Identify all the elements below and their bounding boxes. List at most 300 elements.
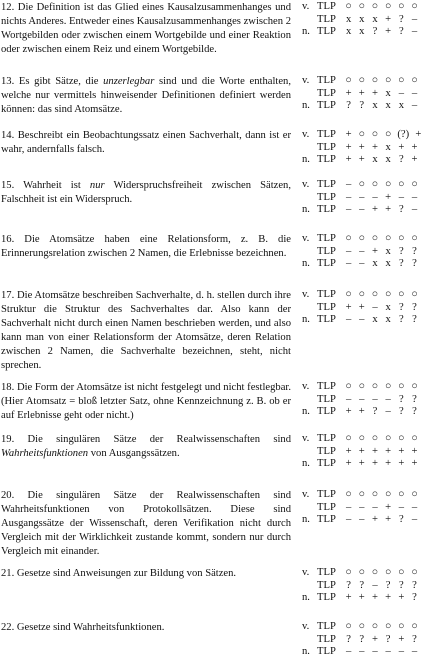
- text-segment: 21. Gesetze sind Anweisungen zur Bildung von Sätzen.: [1, 568, 237, 579]
- mark-symbol: ○: [371, 75, 379, 86]
- evaluation-marks: [302, 433, 435, 471]
- emphasized-text: Wahrheitsfunktionen: [1, 448, 89, 459]
- entry-text: [1, 179, 291, 207]
- mark-line: [302, 592, 435, 605]
- mark-symbol: x: [359, 26, 365, 37]
- line-prefix: v.: [302, 489, 310, 500]
- mark-line: [302, 502, 435, 515]
- line-prefix: v.: [302, 381, 310, 392]
- line-prefix: n.: [302, 204, 310, 215]
- mark-symbol: –: [345, 191, 352, 203]
- mark-symbol: +: [345, 301, 352, 313]
- mark-symbol: +: [358, 458, 365, 469]
- mark-symbol: ○: [398, 1, 405, 12]
- mark-symbol: ○: [398, 233, 405, 244]
- mark-symbol: ○: [398, 179, 405, 190]
- mark-symbol: ○: [358, 1, 365, 12]
- mark-symbol: –: [359, 646, 365, 657]
- mark-symbol: –: [385, 646, 391, 657]
- mark-symbol: ?: [412, 245, 417, 257]
- mark-symbol: ○: [411, 433, 418, 444]
- mark-symbol: +: [371, 87, 378, 99]
- mark-symbol: +: [385, 501, 392, 513]
- mark-symbol: ○: [398, 381, 405, 392]
- mark-symbol: x: [372, 314, 378, 325]
- entry-text: [1, 289, 291, 373]
- mark-symbol: ○: [345, 433, 352, 444]
- tlp-label: TLP: [317, 26, 336, 37]
- mark-symbol: –: [359, 501, 365, 513]
- mark-symbol: +: [371, 445, 378, 457]
- tlp-label: TLP: [317, 233, 336, 244]
- mark-line: [302, 142, 435, 155]
- mark-symbol: ○: [411, 381, 418, 392]
- tlp-label: TLP: [317, 314, 336, 325]
- mark-symbol: –: [372, 646, 378, 657]
- mark-line: [302, 75, 435, 88]
- mark-symbol: x: [372, 13, 378, 25]
- mark-symbol: +: [398, 592, 405, 603]
- mark-symbol: ○: [345, 489, 352, 500]
- line-prefix: n.: [302, 592, 310, 603]
- mark-symbol: +: [385, 204, 392, 215]
- mark-symbol: +: [345, 87, 352, 99]
- mark-symbol: ○: [398, 567, 405, 578]
- mark-symbol: –: [398, 87, 404, 99]
- evaluation-marks: [302, 179, 435, 217]
- tlp-label: TLP: [317, 633, 336, 645]
- mark-line: [302, 154, 435, 167]
- text-segment: 16. Die Atomsätze haben eine Relationsform, z. B. die Erinnerungsrelation zwischen 2 Namen, die Erlebnisse bezeichnen.: [1, 234, 291, 259]
- mark-symbol: ○: [358, 75, 365, 86]
- mark-symbol: ○: [371, 621, 379, 632]
- mark-symbol: ○: [358, 381, 365, 392]
- tlp-label: TLP: [317, 393, 336, 405]
- mark-symbol: –: [411, 514, 418, 525]
- line-prefix: v.: [302, 289, 310, 300]
- mark-symbol: ○: [371, 129, 379, 140]
- text-segment: Widerspruchsfreiheit zwischen Sätzen, Falschheit ist ein Widerspruch.: [1, 180, 291, 205]
- mark-symbol: –: [345, 646, 352, 657]
- mark-symbol: ?: [398, 154, 404, 165]
- mark-symbol: ○: [411, 1, 418, 12]
- mark-symbol: +: [398, 633, 405, 645]
- mark-symbol: +: [385, 191, 392, 203]
- mark-symbol: ○: [411, 179, 418, 190]
- mark-symbol: ○: [411, 75, 418, 86]
- mark-symbol: ○: [384, 289, 392, 300]
- mark-symbol: ○: [384, 75, 392, 86]
- mark-symbol: +: [345, 592, 352, 603]
- tlp-label: TLP: [317, 406, 336, 417]
- tlp-label: TLP: [317, 1, 336, 12]
- mark-symbol: –: [411, 191, 418, 203]
- mark-symbol: ○: [345, 567, 352, 578]
- tlp-label: TLP: [317, 204, 336, 215]
- mark-symbol: +: [398, 445, 405, 457]
- text-segment: 13. Es gibt Sätze, die: [1, 76, 104, 87]
- mark-symbol: +: [371, 245, 378, 257]
- mark-symbol: ?: [412, 633, 417, 645]
- tlp-label: TLP: [317, 13, 336, 25]
- mark-symbol: –: [411, 646, 418, 657]
- mark-symbol: –: [398, 646, 404, 657]
- mark-symbol: +: [371, 633, 378, 645]
- mark-line: [302, 179, 435, 192]
- tlp-label: TLP: [317, 100, 336, 111]
- mark-symbol: ○: [398, 621, 405, 632]
- mark-symbol: ○: [384, 567, 392, 578]
- entry-text: [1, 129, 291, 157]
- mark-symbol: ○: [411, 489, 418, 500]
- mark-symbol: ?: [372, 406, 378, 417]
- mark-symbol: (?): [397, 129, 410, 140]
- mark-symbol: x: [359, 13, 365, 25]
- mark-symbol: –: [372, 579, 378, 591]
- mark-symbol: +: [358, 87, 365, 99]
- mark-symbol: ○: [358, 567, 365, 578]
- mark-line: [302, 192, 435, 205]
- mark-symbol: +: [385, 592, 392, 603]
- mark-line: [302, 204, 435, 217]
- mark-symbol: –: [385, 393, 391, 405]
- text-segment: 12. Die Definition ist das Glied eines Kausalzusammenhanges und nichts Anderes. Entweder eines Kausalzusammenhanges zwischen 2 Wortgebilden oder zwischen einem Wortgebilde und einer Reaktion oder zwischen einem Reiz und einem Wortgebilde.: [1, 2, 291, 55]
- mark-symbol: ?: [346, 579, 351, 591]
- mark-symbol: ?: [359, 579, 365, 591]
- mark-symbol: ○: [398, 433, 405, 444]
- mark-symbol: ?: [398, 245, 404, 257]
- mark-symbol: +: [358, 154, 365, 165]
- mark-line: [302, 406, 435, 419]
- mark-line: [302, 100, 435, 113]
- mark-symbol: –: [345, 179, 352, 190]
- mark-symbol: x: [385, 245, 391, 257]
- line-prefix: n.: [302, 514, 310, 525]
- mark-symbol: ?: [398, 406, 404, 417]
- mark-line: [302, 433, 435, 446]
- evaluation-marks: [302, 567, 435, 605]
- mark-symbol: ?: [398, 579, 404, 591]
- mark-line: [302, 289, 435, 302]
- mark-line: [302, 88, 435, 101]
- line-prefix: n.: [302, 314, 310, 325]
- line-prefix: v.: [302, 129, 310, 140]
- tlp-label: TLP: [317, 75, 336, 86]
- mark-line: [302, 514, 435, 527]
- mark-symbol: +: [411, 445, 418, 457]
- mark-line: [302, 314, 435, 327]
- mark-symbol: ○: [398, 289, 405, 300]
- evaluation-marks: [302, 233, 435, 271]
- mark-symbol: –: [372, 191, 378, 203]
- tlp-label: TLP: [317, 445, 336, 457]
- mark-symbol: –: [345, 245, 352, 257]
- mark-symbol: ○: [358, 489, 365, 500]
- mark-symbol: +: [385, 514, 392, 525]
- mark-symbol: ○: [358, 233, 365, 244]
- mark-symbol: +: [371, 592, 378, 603]
- mark-symbol: –: [359, 245, 365, 257]
- mark-symbol: ?: [359, 633, 365, 645]
- mark-symbol: –: [345, 514, 352, 525]
- mark-symbol: ○: [358, 433, 365, 444]
- mark-symbol: ○: [371, 489, 379, 500]
- mark-symbol: ○: [371, 179, 379, 190]
- mark-symbol: –: [345, 393, 352, 405]
- text-segment: 22. Gesetze sind Wahrheitsfunktionen.: [1, 622, 165, 633]
- mark-symbol: ?: [412, 314, 417, 325]
- mark-symbol: +: [371, 204, 378, 215]
- line-prefix: n.: [302, 406, 310, 417]
- tlp-label: TLP: [317, 579, 336, 591]
- mark-line: [302, 129, 435, 142]
- mark-line: [302, 258, 435, 271]
- mark-symbol: ?: [385, 579, 391, 591]
- line-prefix: v.: [302, 621, 310, 632]
- mark-symbol: +: [345, 141, 352, 153]
- line-prefix: n.: [302, 458, 310, 469]
- mark-symbol: ○: [384, 489, 392, 500]
- text-segment: von Ausgangssätzen.: [88, 448, 180, 459]
- mark-symbol: +: [345, 445, 352, 457]
- mark-line: [302, 394, 435, 407]
- text-segment: 18. Die Form der Atomsätze ist nicht festgelegt und nicht festlegbar. (Hier Atomsatz = bloß letzter Satz, ohne Kennzeichnung z. B. ob er auf Erlebnisse geht oder nicht.): [1, 382, 291, 421]
- mark-symbol: x: [398, 100, 404, 111]
- mark-symbol: ○: [345, 621, 352, 632]
- mark-symbol: –: [372, 501, 378, 513]
- mark-line: [302, 646, 435, 659]
- mark-symbol: ○: [358, 289, 365, 300]
- mark-symbol: ?: [346, 100, 351, 111]
- emphasized-text: nur: [89, 180, 105, 191]
- mark-symbol: ?: [385, 633, 391, 645]
- mark-symbol: +: [358, 301, 365, 313]
- mark-line: [302, 446, 435, 459]
- mark-line: [302, 233, 435, 246]
- evaluation-marks: [302, 381, 435, 419]
- mark-line: [302, 246, 435, 259]
- tlp-label: TLP: [317, 621, 336, 632]
- mark-symbol: ○: [345, 1, 352, 12]
- tlp-label: TLP: [317, 592, 336, 603]
- mark-line: [302, 634, 435, 647]
- tlp-label: TLP: [317, 191, 336, 203]
- mark-symbol: +: [345, 458, 352, 469]
- mark-symbol: +: [345, 406, 352, 417]
- line-prefix: n.: [302, 154, 310, 165]
- tlp-label: TLP: [317, 567, 336, 578]
- mark-symbol: +: [385, 458, 392, 469]
- mark-symbol: –: [411, 13, 418, 25]
- mark-symbol: ?: [398, 301, 404, 313]
- mark-symbol: ○: [371, 433, 379, 444]
- mark-symbol: ○: [371, 381, 379, 392]
- line-prefix: n.: [302, 26, 310, 37]
- entry-text: [1, 433, 291, 461]
- tlp-label: TLP: [317, 381, 336, 392]
- line-prefix: v.: [302, 433, 310, 444]
- mark-symbol: ○: [371, 233, 379, 244]
- mark-symbol: –: [398, 501, 404, 513]
- evaluation-marks: [302, 289, 435, 327]
- mark-symbol: ○: [345, 381, 352, 392]
- line-prefix: n.: [302, 258, 310, 269]
- tlp-label: TLP: [317, 245, 336, 257]
- entry-text: [1, 75, 291, 117]
- mark-symbol: +: [345, 129, 352, 140]
- mark-symbol: ?: [398, 514, 404, 525]
- mark-symbol: ○: [371, 289, 379, 300]
- line-prefix: v.: [302, 233, 310, 244]
- mark-symbol: –: [398, 191, 404, 203]
- evaluation-marks: [302, 489, 435, 527]
- tlp-label: TLP: [317, 489, 336, 500]
- mark-symbol: ○: [358, 129, 365, 140]
- mark-line: [302, 302, 435, 315]
- mark-symbol: –: [411, 100, 418, 111]
- text-segment: 19. Die singulären Sätze der Realwissenschaften sind: [1, 434, 291, 445]
- mark-symbol: x: [372, 154, 378, 165]
- mark-symbol: –: [372, 393, 378, 405]
- mark-symbol: x: [372, 100, 378, 111]
- mark-symbol: +: [371, 141, 378, 153]
- mark-symbol: –: [411, 501, 418, 513]
- line-prefix: n.: [302, 100, 310, 111]
- mark-symbol: –: [359, 393, 365, 405]
- mark-symbol: ?: [398, 13, 404, 25]
- mark-symbol: ○: [384, 433, 392, 444]
- entry-text: [1, 489, 291, 559]
- entry-text: [1, 381, 291, 423]
- text-segment: 15. Wahrheit ist: [1, 180, 90, 191]
- mark-symbol: –: [385, 406, 391, 417]
- tlp-label: TLP: [317, 87, 336, 99]
- mark-line: [302, 567, 435, 580]
- mark-symbol: +: [411, 141, 418, 153]
- tlp-label: TLP: [317, 501, 336, 513]
- mark-symbol: –: [345, 204, 352, 215]
- line-prefix: n.: [302, 646, 310, 657]
- line-prefix: v.: [302, 1, 310, 12]
- entry-text: [1, 567, 291, 581]
- tlp-label: TLP: [317, 458, 336, 469]
- mark-symbol: –: [372, 301, 378, 313]
- mark-symbol: ○: [345, 75, 352, 86]
- tlp-label: TLP: [317, 258, 336, 269]
- mark-symbol: x: [345, 13, 352, 25]
- mark-symbol: x: [385, 301, 391, 313]
- text-segment: 14. Beschreibt ein Beobachtungssatz einen Sachverhalt, dann ist er wahr, andernfalls falsch.: [1, 130, 291, 155]
- tlp-label: TLP: [317, 289, 336, 300]
- tlp-label: TLP: [317, 514, 336, 525]
- mark-symbol: +: [411, 154, 418, 165]
- tlp-label: TLP: [317, 141, 336, 153]
- mark-symbol: ?: [398, 204, 404, 215]
- text-segment: sind und die Worte enthalten, welche nur vermittels hinweisender Definitionen definiert werden können: das sind Atomsätze.: [1, 76, 291, 115]
- entry-text: [1, 621, 291, 635]
- mark-symbol: ○: [345, 289, 352, 300]
- mark-symbol: ○: [411, 289, 418, 300]
- entry-text: [1, 233, 291, 261]
- mark-symbol: ○: [371, 1, 379, 12]
- mark-symbol: x: [385, 258, 391, 269]
- mark-symbol: ○: [384, 1, 392, 12]
- mark-symbol: x: [385, 154, 391, 165]
- mark-symbol: –: [359, 514, 365, 525]
- mark-symbol: ?: [398, 393, 404, 405]
- mark-symbol: +: [358, 141, 365, 153]
- mark-symbol: +: [358, 592, 365, 603]
- mark-symbol: –: [411, 204, 418, 215]
- mark-line: [302, 26, 435, 39]
- evaluation-marks: [302, 129, 435, 167]
- mark-symbol: ○: [411, 567, 418, 578]
- mark-symbol: –: [411, 26, 418, 37]
- line-prefix: v.: [302, 567, 310, 578]
- mark-symbol: ?: [398, 26, 404, 37]
- mark-line: [302, 458, 435, 471]
- mark-symbol: ○: [384, 233, 392, 244]
- mark-symbol: ?: [412, 406, 417, 417]
- mark-line: [302, 621, 435, 634]
- tlp-label: TLP: [317, 154, 336, 165]
- mark-symbol: –: [359, 191, 365, 203]
- mark-symbol: ?: [372, 26, 378, 37]
- evaluation-marks: [302, 621, 435, 659]
- mark-symbol: x: [345, 26, 352, 37]
- tlp-label: TLP: [317, 301, 336, 313]
- mark-symbol: +: [398, 141, 405, 153]
- mark-symbol: ?: [346, 633, 351, 645]
- entry-text: [1, 1, 291, 57]
- mark-symbol: ○: [345, 233, 352, 244]
- mark-line: [302, 580, 435, 593]
- line-prefix: v.: [302, 75, 310, 86]
- mark-symbol: x: [372, 258, 378, 269]
- mark-line: [302, 14, 435, 27]
- line-prefix: v.: [302, 179, 310, 190]
- mark-symbol: x: [385, 87, 391, 99]
- mark-symbol: ○: [384, 621, 392, 632]
- mark-symbol: –: [359, 258, 365, 269]
- mark-symbol: +: [371, 458, 378, 469]
- mark-line: [302, 489, 435, 502]
- mark-symbol: x: [385, 141, 391, 153]
- mark-symbol: +: [385, 445, 392, 457]
- mark-symbol: –: [359, 314, 365, 325]
- mark-line: [302, 381, 435, 394]
- mark-symbol: –: [411, 87, 418, 99]
- mark-symbol: ○: [384, 129, 392, 140]
- mark-symbol: ?: [398, 314, 404, 325]
- mark-symbol: ○: [411, 233, 418, 244]
- mark-line: [302, 1, 435, 14]
- mark-symbol: +: [415, 129, 422, 140]
- mark-symbol: ○: [384, 381, 392, 392]
- mark-symbol: ○: [398, 489, 405, 500]
- tlp-label: TLP: [317, 129, 336, 140]
- emphasized-text: unzerlegbar: [103, 76, 155, 87]
- mark-symbol: +: [385, 26, 392, 37]
- mark-symbol: ?: [359, 100, 365, 111]
- mark-symbol: ○: [358, 179, 365, 190]
- evaluation-marks: [302, 1, 435, 39]
- text-segment: 17. Die Atomsätze beschreiben Sachverhalte, d. h. stellen durch ihre Struktur die Struktur des Sachverhaltes dar. Also kann der Sachverhalt nicht durch einen Namen beschrieben werden, und also kann man von einer Relationsform der Atomsätze, deren Relation zwischen 2 Namen, die Sachverhalte bezeichnen, steht, nicht sprechen.: [1, 290, 291, 371]
- evaluation-marks: [302, 75, 435, 113]
- mark-symbol: –: [345, 258, 352, 269]
- tlp-label: TLP: [317, 179, 336, 190]
- mark-symbol: x: [385, 314, 391, 325]
